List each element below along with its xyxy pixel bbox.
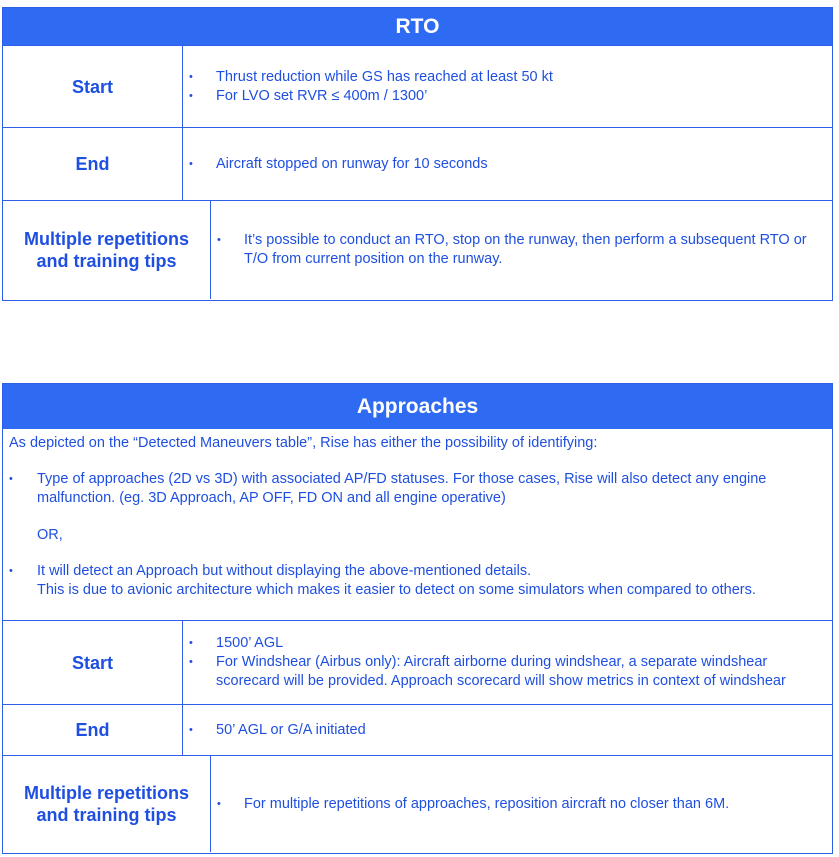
approaches-row-tips: [3, 755, 832, 852]
row-content: [211, 201, 832, 299]
bullet-item: • 1500’ AGL: [189, 634, 832, 653]
bullet-item: • For multiple repetitions of approaches, reposition aircraft no closer than 6M.: [217, 795, 832, 814]
row-label: Start: [3, 621, 183, 704]
row-label: Multiple repetitions and training tips: [3, 201, 211, 299]
approaches-row-end: [3, 704, 832, 755]
row-content: [183, 128, 832, 200]
bullet-item: • For Windshear (Airbus only): Aircraft airborne during windshear, a separate windshear scorecard will be provided. Approach scorecard will show metrics in context of windshear: [189, 653, 832, 691]
row-label: End: [3, 128, 183, 200]
approaches-header: Approaches: [3, 384, 832, 429]
option-2: [9, 562, 826, 600]
intro-text: As depicted on the “Detected Maneuvers table”, Rise has either the possibility of identifying:: [9, 435, 598, 451]
bullet-item: • Thrust reduction while GS has reached at least 50 kt: [189, 68, 832, 87]
rto-table: [2, 7, 833, 301]
row-content: [183, 621, 832, 704]
bullet-item: • It’s possible to conduct an RTO, stop on the runway, then perform a subsequent RTO or T/O from current position on the runway.: [217, 231, 832, 269]
option-1: • Type of approaches (2D vs 3D) with associated AP/FD statuses. For those cases, Rise will also detect any engine malfunction. (eg. 3D Approach, AP OFF, FD ON and all engine operative): [9, 470, 826, 508]
approaches-table: [2, 383, 833, 854]
row-content: [211, 756, 832, 852]
rto-row-end: [3, 127, 832, 200]
or-text: OR,: [37, 527, 63, 543]
bullet-item: • Aircraft stopped on runway for 10 seconds: [189, 155, 832, 174]
row-label: End: [3, 705, 183, 755]
rto-row-tips: [3, 200, 832, 299]
row-content: [183, 705, 832, 755]
approaches-intro: [3, 429, 832, 620]
row-label: Start: [3, 46, 183, 127]
rto-header: RTO: [3, 8, 832, 45]
row-label: Multiple repetitions and training tips: [3, 756, 211, 852]
option-2-line2: This is due to avionic architecture which makes it easier to detect on some simulators when compared to others.: [37, 582, 756, 598]
option-2-line1: It will detect an Approach but without displaying the above-mentioned details.: [37, 563, 532, 579]
bullet-item: • For LVO set RVR ≤ 400m / 1300’: [189, 87, 832, 106]
rto-row-start: [3, 45, 832, 127]
approaches-row-start: [3, 620, 832, 704]
row-content: [183, 46, 832, 127]
bullet-item: • 50’ AGL or G/A initiated: [189, 721, 832, 740]
